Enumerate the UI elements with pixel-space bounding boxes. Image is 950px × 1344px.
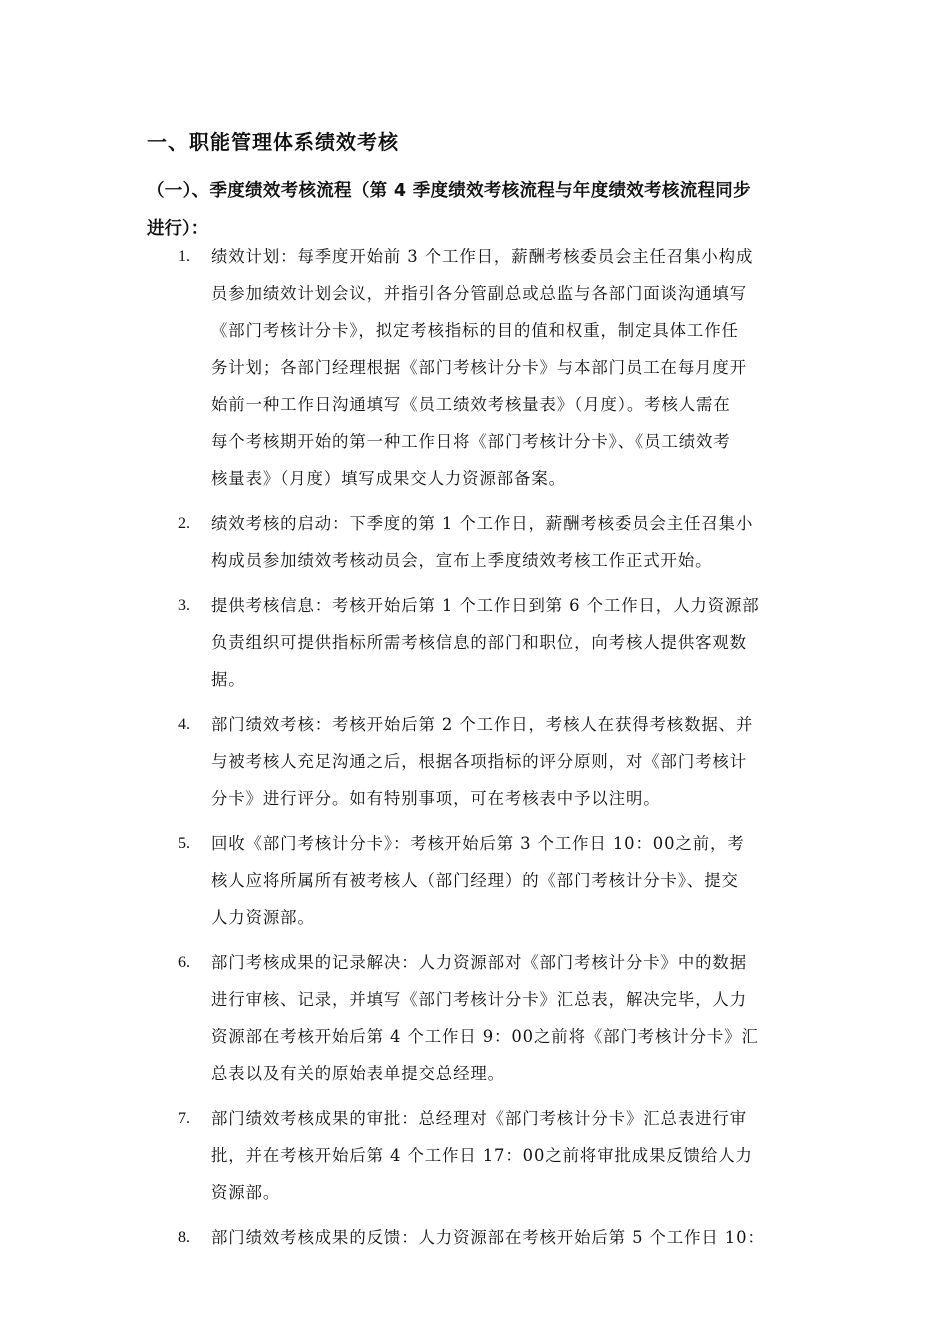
step-text-line: 员参加绩效计划会议，并指引各分管副总或总监与各部门面谈沟通填写 — [211, 284, 748, 303]
step-text-line: 回收《部门考核计分卡》：考核开始后第 3 个工作日 10：00之前，考 — [211, 834, 745, 853]
step-text-line: 核人应将所属所有被考核人（部门经理）的《部门考核计分卡》、提交 — [211, 871, 739, 890]
step-text-line: 每个考核期开始的第一种工作日将《部门考核计分卡》、《员工绩效考 — [211, 432, 731, 451]
step-text-line: 提供考核信息：考核开始后第 1 个工作日到第 6 个工作日，人力资源部 — [211, 596, 760, 615]
step-number: 4. — [178, 716, 190, 733]
subsection-heading-line: （一）、季度绩效考核流程（第 4 季度绩效考核流程与年度绩效考核流程同步 — [147, 181, 751, 201]
process-step-item — [178, 587, 818, 698]
step-text-line: 始前一种工作日沟通填写《员工绩效考核量表》（月度）。考核人需在 — [211, 395, 731, 414]
process-step-item — [178, 1219, 818, 1256]
step-text-line: 负责组织可提供指标所需考核信息的部门和职位，向考核人提供客观数 — [211, 633, 748, 652]
step-text-line: 部门绩效考核成果的审批：总经理对《部门考核计分卡》汇总表进行审 — [211, 1109, 748, 1128]
step-text-line: 部门绩效考核成果的反馈：人力资源部在考核开始后第 5 个工作日 10： — [211, 1228, 765, 1247]
subsection-heading — [147, 172, 812, 248]
step-text-line: 绩效考核的启动：下季度的第 1 个工作日，薪酬考核委员会主任召集小 — [211, 514, 754, 533]
process-step-item — [178, 706, 818, 817]
process-step-list — [178, 238, 818, 1264]
step-text-line: 绩效计划：每季度开始前 3 个工作日，薪酬考核委员会主任召集小构成 — [211, 247, 754, 266]
step-text-line: 批，并在考核开始后第 4 个工作日 17：00之前将审批成果反馈给人力 — [211, 1146, 753, 1165]
step-text-line: 据。 — [211, 670, 246, 689]
step-number: 2. — [178, 515, 190, 532]
process-step-item — [178, 1100, 818, 1211]
process-step-item — [178, 825, 818, 936]
step-text-line: 人力资源部。 — [211, 908, 315, 927]
step-number: 7. — [178, 1110, 190, 1127]
step-number: 3. — [178, 597, 190, 614]
process-step-item — [178, 505, 818, 579]
process-step-item — [178, 238, 818, 497]
step-text-line: 构成员参加绩效考核动员会，宣布上季度绩效考核工作正式开始。 — [211, 551, 713, 570]
step-number: 5. — [178, 835, 190, 852]
step-text-line: 与被考核人充足沟通之后，根据各项指标的评分原则，对《部门考核计 — [211, 752, 748, 771]
section-heading: 一、职能管理体系绩效考核 — [147, 130, 399, 154]
step-text-line: 部门考核成果的记录解决：人力资源部对《部门考核计分卡》中的数据 — [211, 953, 748, 972]
step-number: 1. — [178, 248, 190, 265]
step-text-line: 分卡》进行评分。如有特别事项，可在考核表中予以注明。 — [211, 789, 661, 808]
step-text-line: 核量表》（月度）填写成果交人力资源部备案。 — [211, 469, 566, 488]
step-text-line: 资源部在考核开始后第 4 个工作日 9：00之前将《部门考核计分卡》汇 — [211, 1027, 759, 1046]
step-text-line: 务计划；各部门经理根据《部门考核计分卡》与本部门员工在每月度开 — [211, 358, 748, 377]
step-number: 6. — [178, 954, 190, 971]
step-text-line: 资源部。 — [211, 1183, 281, 1202]
step-text-line: 进行审核、记录，并填写《部门考核计分卡》汇总表，解决完毕，人力 — [211, 990, 748, 1009]
step-text-line: 总表以及有关的原始表单提交总经理。 — [211, 1064, 505, 1083]
step-text-line: 部门绩效考核：考核开始后第 2 个工作日，考核人在获得考核数据、并 — [211, 715, 754, 734]
step-number: 8. — [178, 1229, 190, 1246]
step-text-line: 《部门考核计分卡》，拟定考核指标的目的值和权重，制定具体工作任 — [211, 321, 739, 340]
subsection-heading-line: 进行）： — [147, 219, 209, 239]
process-step-item — [178, 944, 818, 1092]
